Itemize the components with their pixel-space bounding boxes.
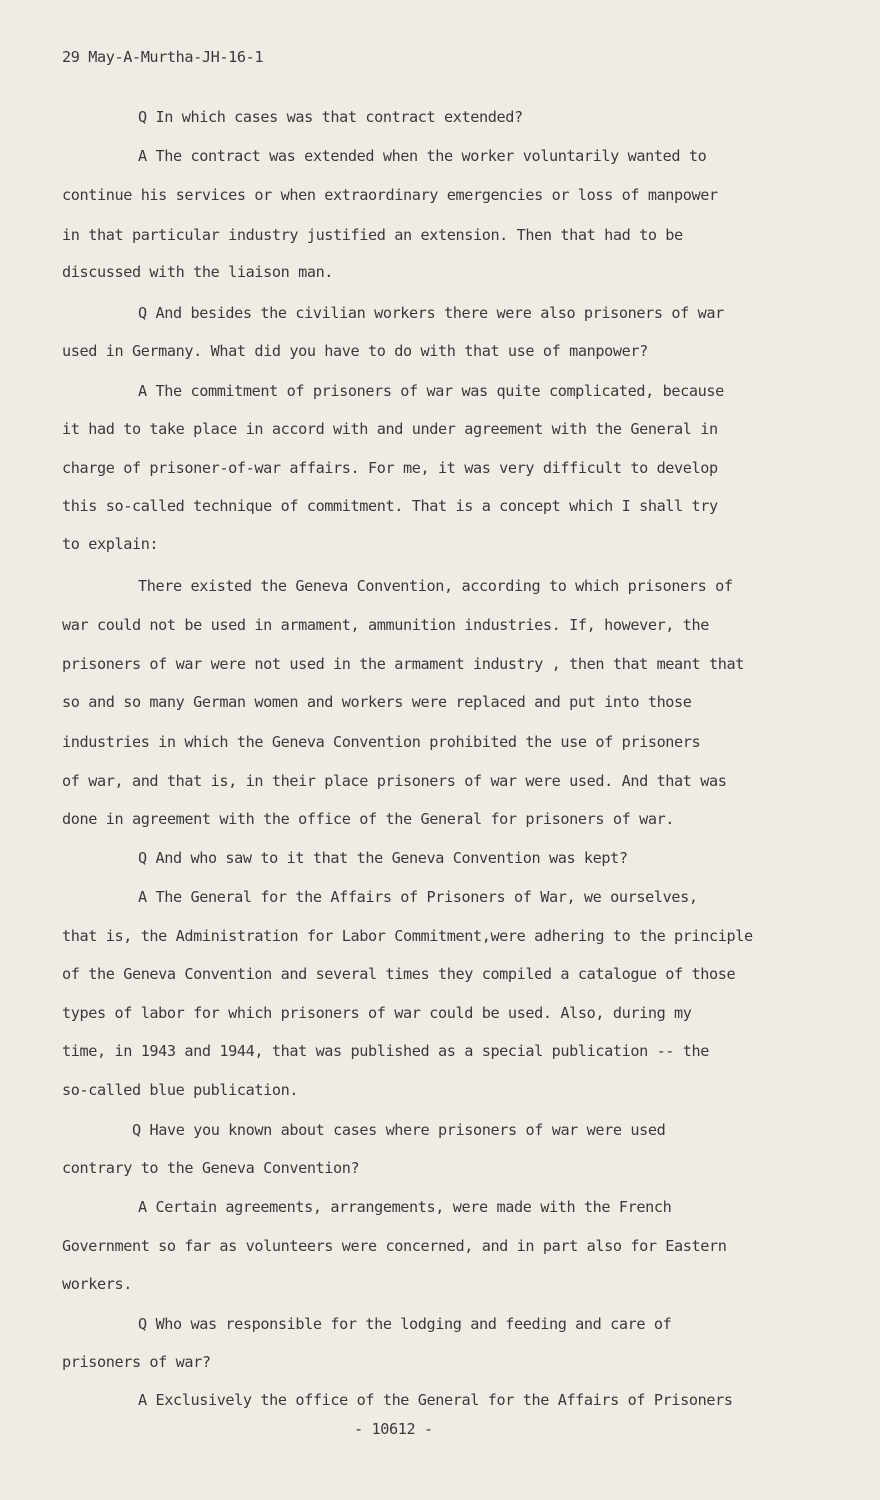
- text-line: of war, and that is, in their place prisoners of war were used. And that was: [62, 772, 727, 790]
- document-header: 29 May-A-Murtha-JH-16-1: [62, 48, 264, 66]
- text-line: prisoners of war?: [62, 1353, 211, 1371]
- text-line: discussed with the liaison man.: [62, 263, 334, 281]
- text-line: war could not be used in armament, ammunition industries. If, however, the: [62, 616, 710, 634]
- text-line: Q In which cases was that contract extended?: [138, 108, 523, 126]
- text-line: Government so far as volunteers were concerned, and in part also for Eastern: [62, 1237, 727, 1255]
- text-line: A The commitment of prisoners of war was quite complicated, because: [138, 382, 724, 400]
- text-line: prisoners of war were not used in the armament industry , then that meant that: [62, 655, 745, 673]
- text-line: continue his services or when extraordinary emergencies or loss of manpower: [62, 186, 718, 204]
- text-line: Q Who was responsible for the lodging and feeding and care of: [138, 1315, 672, 1333]
- text-line: workers.: [62, 1275, 132, 1293]
- text-line: so-called blue publication.: [62, 1081, 299, 1099]
- text-line: A The contract was extended when the worker voluntarily wanted to: [138, 147, 707, 165]
- text-line: it had to take place in accord with and under agreement with the General in: [62, 420, 718, 438]
- text-line: A Exclusively the office of the General for the Affairs of Prisoners: [138, 1391, 733, 1409]
- text-line: Q And besides the civilian workers there were also prisoners of war: [138, 304, 724, 322]
- text-line: industries in which the Geneva Convention prohibited the use of prisoners: [62, 733, 701, 751]
- text-line: in that particular industry justified an extension. Then that had to be: [62, 226, 683, 244]
- text-line: A Certain agreements, arrangements, were made with the French: [138, 1198, 672, 1216]
- text-line: used in Germany. What did you have to do with that use of manpower?: [62, 342, 648, 360]
- text-line: There existed the Geneva Convention, according to which prisoners of: [138, 577, 733, 595]
- text-line: Q Have you known about cases where prisoners of war were used: [132, 1121, 666, 1139]
- page-number: - 10612 -: [354, 1420, 433, 1438]
- text-line: charge of prisoner-of-war affairs. For me, it was very difficult to develop: [62, 459, 718, 477]
- text-line: to explain:: [62, 535, 159, 553]
- text-line: so and so many German women and workers were replaced and put into those: [62, 693, 692, 711]
- text-line: that is, the Administration for Labor Commitment,were adhering to the principle: [62, 927, 753, 945]
- text-line: types of labor for which prisoners of war could be used. Also, during my: [62, 1004, 692, 1022]
- text-line: Q And who saw to it that the Geneva Convention was kept?: [138, 849, 628, 867]
- text-line: time, in 1943 and 1944, that was published as a special publication -- the: [62, 1042, 710, 1060]
- text-line: done in agreement with the office of the General for prisoners of war.: [62, 810, 675, 828]
- text-line: A The General for the Affairs of Prisoners of War, we ourselves,: [138, 888, 698, 906]
- text-line: this so-called technique of commitment. That is a concept which I shall try: [62, 497, 718, 515]
- text-line: of the Geneva Convention and several times they compiled a catalogue of those: [62, 965, 736, 983]
- text-line: contrary to the Geneva Convention?: [62, 1159, 360, 1177]
